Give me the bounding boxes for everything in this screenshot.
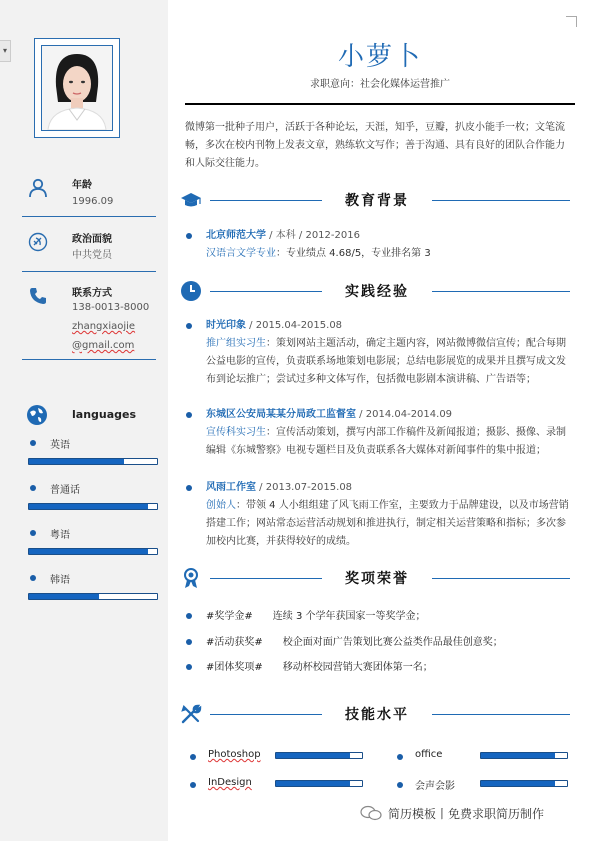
divider xyxy=(22,359,156,360)
award-text: 移动杯校园营销大赛团体第一名； xyxy=(282,662,433,673)
bullet xyxy=(30,575,36,581)
org-period: / 2015.04-2015.08 xyxy=(246,320,343,331)
major-label: 汉语言文学专业 xyxy=(206,248,276,259)
language-bar-fill xyxy=(29,459,124,464)
language-bar xyxy=(28,593,158,600)
skill-bar xyxy=(480,780,568,787)
candidate-name: 小萝卜 xyxy=(337,42,422,72)
political-label: 政治面貌 xyxy=(72,234,112,245)
language-bar xyxy=(28,503,158,510)
award-text: 连续 3 个学年获国家一等奖学金； xyxy=(272,611,426,622)
language-bar-fill xyxy=(29,504,148,509)
phone-icon xyxy=(28,286,48,306)
graduation-cap-icon xyxy=(180,189,202,211)
email-value-line1[interactable]: zhangxiaojie xyxy=(72,321,136,332)
role-label: 宣传科实习生 xyxy=(206,427,266,438)
org-name: 风雨工作室 xyxy=(206,482,256,493)
org-name: 东城区公安局某某分局政工监督室 xyxy=(206,409,356,420)
bullet xyxy=(186,412,192,418)
award-text: 校企面对面广告策划比赛公益类作品最佳创意奖； xyxy=(282,637,503,648)
language-bar-fill xyxy=(29,594,99,599)
language-name: 韩语 xyxy=(50,575,70,586)
language-name: 普通话 xyxy=(50,485,80,496)
email-value-line2[interactable]: @gmail.com xyxy=(72,340,135,351)
award-item xyxy=(206,633,503,648)
political-value: 中共党员 xyxy=(72,250,112,261)
contact-label: 联系方式 xyxy=(72,288,112,299)
age-block xyxy=(22,176,162,214)
bullet xyxy=(186,233,192,239)
footer-watermark xyxy=(360,805,582,822)
wechat-icon xyxy=(360,805,382,821)
bullet xyxy=(186,664,192,670)
section-rule xyxy=(432,200,570,201)
education-meta: / 本科 / 2012-2016 xyxy=(266,230,360,241)
practice-entry xyxy=(206,317,572,389)
language-name: 英语 xyxy=(50,440,70,451)
org-name: 时光印象 xyxy=(206,320,246,331)
practice-title: 实践经验 xyxy=(345,284,409,300)
globe-icon xyxy=(26,404,48,426)
bullet xyxy=(186,323,192,329)
bullet xyxy=(186,613,192,619)
awards-header xyxy=(180,566,575,590)
role-desc: ：带领 4 人小组组建了风飞雨工作室，主要致力于品牌建设，以及市场营销搭建工作；网站常态运营活动规划和推进执行，制定相关运营策略和指标；多次参加校内比赛，并获得较好的成绩。 xyxy=(206,500,569,547)
profile-photo xyxy=(41,45,113,131)
language-bar xyxy=(28,548,158,555)
bullet xyxy=(186,485,192,491)
practice-header xyxy=(180,279,575,303)
tools-icon xyxy=(180,703,202,725)
page-corner-mark xyxy=(566,16,577,27)
award-item xyxy=(206,658,433,673)
bullet xyxy=(186,639,192,645)
role-label: 推广组实习生 xyxy=(206,338,266,349)
org-period: / 2013.07-2015.08 xyxy=(256,482,353,493)
skill-bar-fill xyxy=(481,753,555,758)
section-rule xyxy=(432,714,570,715)
self-introduction: 微博第一批种子用户，活跃于各种论坛，天涯，知乎，豆瓣，扒皮小能手一枚；文笔流畅，多次在校内刊物上发表文章，熟练软文写作；善于沟通、具有良好的团队合作能力和人际交往能力。 xyxy=(185,122,565,169)
phone-value: 138-0013-8000 xyxy=(72,302,150,313)
age-label: 年龄 xyxy=(72,180,92,191)
practice-entry xyxy=(206,406,572,460)
education-title: 教育背景 xyxy=(345,193,409,209)
language-name: 粤语 xyxy=(50,530,70,541)
section-rule xyxy=(210,291,322,292)
skill-name: InDesign xyxy=(208,777,252,788)
skill-bar-fill xyxy=(276,753,350,758)
divider xyxy=(22,216,156,217)
section-rule xyxy=(210,200,322,201)
skill-bar-fill xyxy=(481,781,555,786)
role-desc: ：宣传活动策划，撰写内部工作稿件及新闻报道；摄影、摄像、录制编辑《东城警察》电视专题栏目及负责联系各大媒体对新闻事件的集中报道； xyxy=(206,427,566,456)
job-objective: 求职意向：社会化媒体运营推广 xyxy=(310,79,450,90)
bullet xyxy=(397,782,403,788)
award-tag: #团体奖项# xyxy=(206,662,263,673)
age-value: 1996.09 xyxy=(72,196,114,207)
language-bar-fill xyxy=(29,549,148,554)
school-name: 北京师范大学 xyxy=(206,230,266,241)
education-entry xyxy=(206,227,572,263)
clock-icon xyxy=(180,280,202,302)
skill-bar-fill xyxy=(276,781,350,786)
skill-bar xyxy=(275,780,363,787)
skill-name: Photoshop xyxy=(208,749,261,760)
language-bar xyxy=(28,458,158,465)
org-period: / 2014.04-2014.09 xyxy=(356,409,453,420)
section-rule xyxy=(210,578,322,579)
bullet xyxy=(190,754,196,760)
person-icon xyxy=(28,178,48,198)
languages-title: languages xyxy=(72,408,137,421)
skills-header xyxy=(180,702,575,726)
awards-title: 奖项荣誉 xyxy=(345,571,409,587)
collapse-tab[interactable]: ▾ xyxy=(0,40,11,62)
major-detail: ：专业绩点 4.68/5，专业排名第 3 xyxy=(276,248,431,259)
section-rule xyxy=(210,714,322,715)
skill-name: 会声会影 xyxy=(415,781,455,792)
education-header xyxy=(180,188,575,212)
bullet xyxy=(30,440,36,446)
section-rule xyxy=(432,291,570,292)
skills-title: 技能水平 xyxy=(345,707,409,723)
party-badge-icon xyxy=(28,232,48,252)
bullet xyxy=(30,485,36,491)
role-desc: ：策划网站主题活动，确定主题内容，网站微博微信宣传；配合每期公益电影的宣传，负责联系场地策划电影展；总结电影展览的成果并且撰写成文发布到论坛推广；尝试过多种文体写作，包括微电影剧本演讲稿、广告语等； xyxy=(206,338,566,385)
divider xyxy=(22,271,156,272)
political-block xyxy=(22,230,162,268)
header-rule xyxy=(185,103,575,105)
award-item xyxy=(206,607,426,622)
skill-bar xyxy=(480,752,568,759)
role-label: 创始人 xyxy=(206,500,236,511)
bullet xyxy=(30,530,36,536)
contact-block xyxy=(22,284,162,354)
photo-frame xyxy=(34,38,120,138)
award-tag: #奖学金# xyxy=(206,611,253,622)
practice-entry xyxy=(206,479,572,551)
bullet xyxy=(190,782,196,788)
bullet xyxy=(397,754,403,760)
skill-name: office xyxy=(415,749,443,760)
section-rule xyxy=(432,578,570,579)
award-tag: #活动获奖# xyxy=(206,637,263,648)
ribbon-medal-icon xyxy=(180,567,202,589)
skill-bar xyxy=(275,752,363,759)
footer-text: 简历模板丨免费求职简历制作 xyxy=(388,807,545,821)
